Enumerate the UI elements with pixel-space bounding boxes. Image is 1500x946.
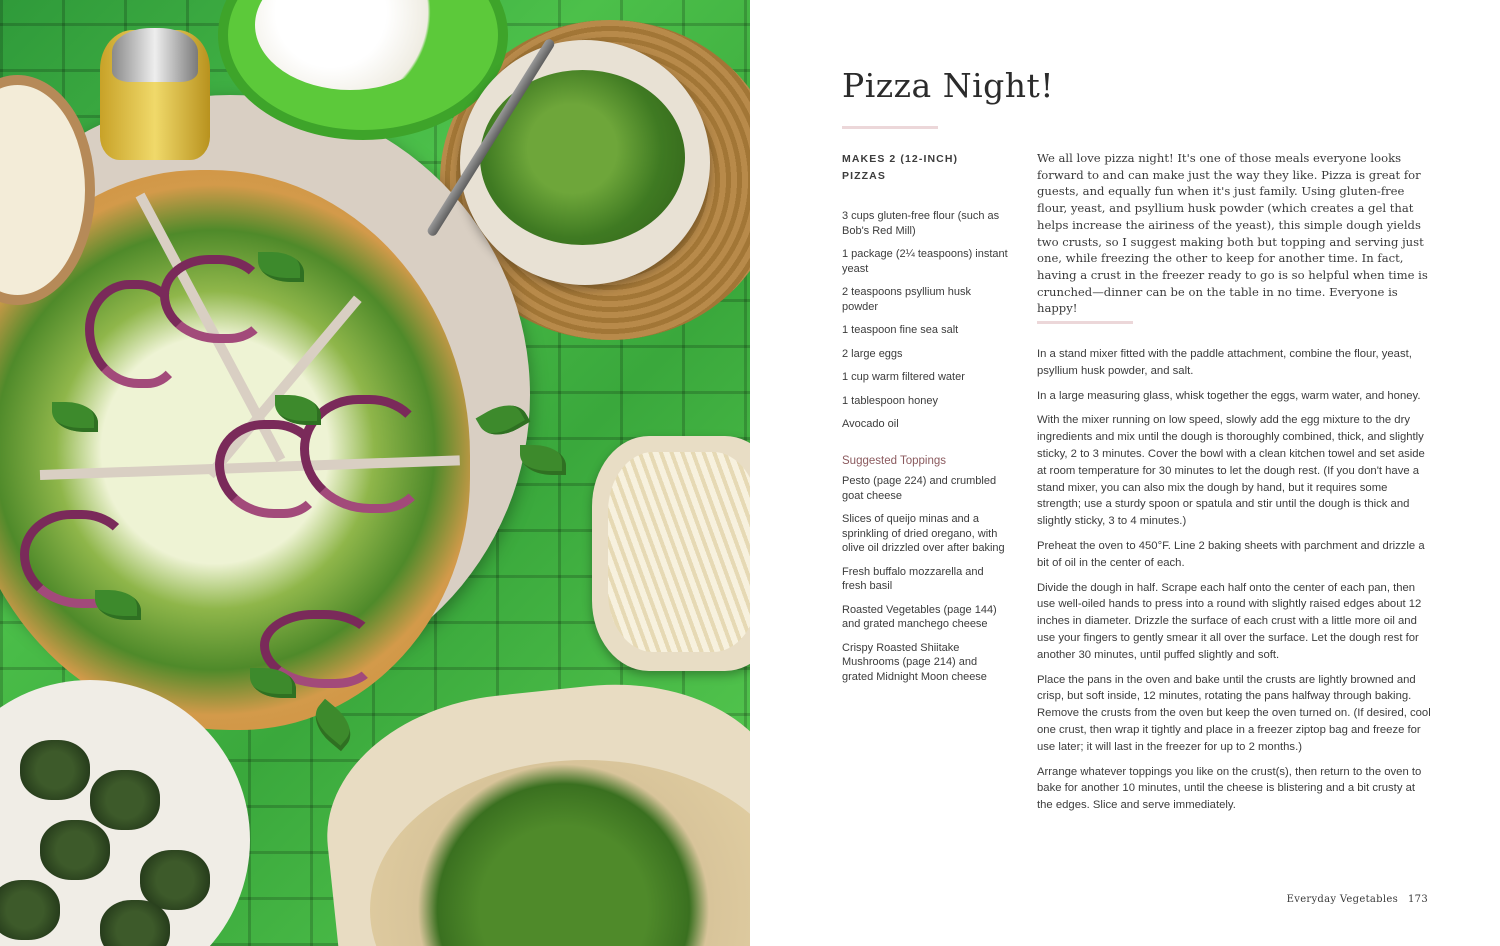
section-name: Everyday Vegetables [1286,894,1398,905]
ingredient-item: 1 cup warm filtered water [842,371,965,383]
recipe-page [750,0,1500,946]
method-step: In a large measuring glass, whisk together the eggs, warm water, and honey. [1037,389,1421,402]
page-number: 173 [1408,894,1428,905]
method-step: Arrange whatever toppings you like on the crust(s), then return to the oven to bake for another 10 minutes, until the cheese is blistering and a bit crusty at the edges. Slice and serve immediately. [1037,765,1422,812]
ingredient-item: Avocado oil [842,418,899,430]
method-step: Place the pans in the oven and bake until the crusts are lightly browned and crisp, but soft inside, 12 minutes, rotating the pans halfway through baking. Remove the crusts from the oven but keep the oven turned on. (If desired, cool one crust, then wrap it tightly and place in a freezer ziptop bag and freeze for use later; it will last in the freezer for up to 2 months.) [1037,673,1431,753]
recipe-title: Pizza Night! [842,66,1055,105]
broccolini [100,900,170,946]
ingredient-item: 1 tablespoon honey [842,394,939,407]
ingredients-column [842,151,1010,693]
ingredient-item: 3 cups gluten-free flour (such as Bob's Red Mill) [842,210,1000,237]
method-step: Divide the dough in half. Scrape each half onto the center of each pan, then use well-oiled hands to press into a round with slightly raised edges about 12 inches in diameter. Drizzle the surface of each crust with a little more oil and use your fingers to gently smear it all over the surface. Let the dough rest for another 30 minutes, until puffed slightly and soft. [1037,581,1422,661]
broccolini [0,880,60,940]
method-step: With the mixer running on low speed, slowly add the egg mixture to the dry ingredients and mix until the dough is thoroughly combined, thick, and slightly sticky, 2 to 3 minutes. Cover the bowl with a clean kitchen towel and set aside at room temperature for 30 minutes to let the dough rest. (If you don't have a stand mixer, you can also mix the dough by hand, but it requires some strength; use a sturdy spoon or spatula and stir until the dough is thick and slightly sticky, 3 to 4 minutes.) [1037,414,1425,528]
basil-leaf [520,445,566,475]
grated-manchego [608,452,750,652]
intro-divider [1037,321,1133,324]
broccolini [90,770,160,830]
ingredient-item: 2 teaspoons psyllium husk powder [842,286,972,313]
title-divider [842,126,938,129]
toppings-heading: Suggested Toppings [842,454,947,467]
oil-jar-cap [112,28,198,82]
ingredient-item: 2 large eggs [842,347,903,360]
broccolini [20,740,90,800]
method-steps [1037,346,1432,822]
recipe-intro: We all love pizza night! It's one of those meals everyone looks forward to and can make just the way they like. Pizza is great for guests, and equally fun when it's just family. Using gluten-free flour, yeast, and psyllium husk powder (which creates a gel that helps increase the airiness of the yeast), this simple dough yields two crusts, so I suggest making both but topping and serving just one, while freezing the other to keep for another time. In fact, having a crust in the freezer ready to go is so helpful when time is crunched—dinner can be on the table in no time. Everyone is happy! [1037,151,1428,316]
broccolini [140,850,210,910]
topping-item: Fresh buffalo mozzarella and fresh basil [842,565,984,592]
method-step: In a stand mixer fitted with the paddle attachment, combine the flour, yeast, psyllium husk powder, and salt. [1037,348,1412,377]
topping-item: Pesto (page 224) and crumbled goat cheese [842,475,997,502]
ingredient-item: 1 teaspoon fine sea salt [842,324,959,336]
broccolini [40,820,110,880]
ingredient-list [842,209,1010,432]
toppings-list [842,474,1010,684]
topping-item: Roasted Vegetables (page 144) and grated manchego cheese [842,603,997,630]
ingredient-item: 1 package (2¼ teaspoons) instant yeast [842,248,1008,275]
method-step: Preheat the oven to 450°F. Line 2 baking sheets with parchment and drizzle a bit of oil in the center of each. [1037,539,1425,569]
page-footer [1287,894,1428,905]
topping-item: Slices of queijo minas and a sprinkling of dried oregano, with olive oil drizzled over after baking [842,513,1005,554]
topping-item: Crispy Roasted Shiitake Mushrooms (page 214) and grated Midnight Moon cheese [842,641,987,683]
recipe-yield: MAKES 2 (12-INCH) PIZZAS [842,153,959,182]
